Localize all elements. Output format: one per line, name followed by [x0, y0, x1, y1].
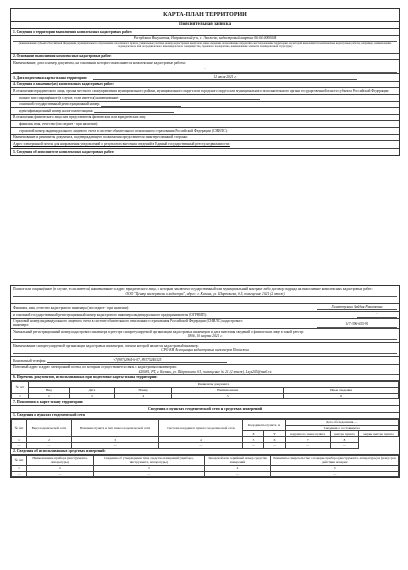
- inst-dash: —: [204, 471, 271, 477]
- plan-date: 12 июля 2021 г.: [93, 75, 357, 80]
- geo-col-date: Дата обследования —: [285, 419, 398, 425]
- docs-col-kind: Вид: [29, 387, 70, 393]
- page-2: [10, 285, 400, 478]
- inst-col-n: № п/п: [12, 455, 27, 465]
- registry-row: [11, 329, 399, 343]
- docs-col-name: Наименование: [172, 387, 284, 393]
- geo-col-y: Y: [264, 431, 285, 437]
- geo-num: 6: [264, 437, 285, 443]
- customer-name-label: полное или сокращённое (в случае, если имеется) наименование:: [19, 95, 120, 100]
- customer-name-row: [11, 95, 399, 102]
- geo-title: Сведения о пунктах геодезической сети и средствах измерений: [11, 406, 399, 413]
- section-2-label: 2. Основание выполнения комплексных кадастровых работ:: [11, 54, 399, 61]
- basis-value: -: [13, 67, 397, 72]
- docs-col-other: Иные сведения: [284, 387, 399, 393]
- geo-dash: —: [12, 443, 27, 449]
- customer-ogrn-line: [101, 106, 181, 107]
- inst-num: 2: [27, 465, 94, 471]
- customer-inn-row: [11, 108, 399, 115]
- geo-num: 3: [71, 437, 159, 443]
- geo-col-crs: Система координат пункта геодезической сети: [159, 419, 243, 436]
- section-4-label: 4. Сведения о заказчике(ах) комплексных кадастровых работ:: [11, 82, 399, 89]
- section-3-row: [11, 74, 399, 82]
- customer-inn-label: идентификационный номер налогоплательщика:: [19, 108, 94, 113]
- customer-snils-label: страховой номер индивидуального лицевого счета в системе обязательного пенсионного страхования Российской Федерации (СНИЛС):: [19, 128, 228, 133]
- inst-col-cert: Сведения об утверждении типа средства измерений (прибора, инструмента, аппаратуры): [93, 455, 204, 465]
- geo-num: 5: [243, 437, 264, 443]
- docs-num: 4: [114, 393, 172, 399]
- customer-email-row: [11, 141, 399, 149]
- snils-row: [11, 319, 399, 329]
- document-title: КАРТА-ПЛАН ТЕРРИТОРИИ: [11, 9, 399, 22]
- instruments-table: [11, 455, 399, 477]
- geo-col-state: Сведения о состоянии на: [285, 425, 398, 431]
- docs-group-header: Реквизиты документа: [29, 381, 399, 387]
- section-6-label: 6. Перечень документов, использованных при подготовке карты-плана территории:: [11, 375, 399, 381]
- geo-col-x: X: [243, 431, 264, 437]
- inst-dash: —: [12, 471, 27, 477]
- geo-num: 7: [285, 437, 330, 443]
- section-7-label: 7. Пояснения к карте-плану территории:: [11, 399, 399, 405]
- engineer-label: Фамилия, имя, отчество кадастрового инженера (последнее - при наличии):: [13, 305, 130, 310]
- customer-inn-line: [94, 112, 174, 113]
- sro-value: СРО КИ Ассоциация кадастровых инженеров Поволжья: [13, 348, 397, 353]
- geo-col-coords: Координаты пункта, м: [243, 419, 285, 431]
- customer-person-intro: В отношении физического лица или представителя физических или юридических лиц:: [11, 115, 399, 122]
- inst-dash-row: [12, 471, 399, 477]
- address-label: Почтовый адрес и адрес электронной почты, по которым осуществляется связь с кадастровым инженером:: [13, 365, 177, 370]
- docs-num: 3: [69, 393, 114, 399]
- ogrnip-value: -: [357, 312, 397, 317]
- address-value: 420081, РТ, г. Казань, ул. Шартлиева д.5, помещение № 21 (2 этаж), Lsys205@mail.ru: [13, 370, 397, 375]
- customer-ogrn-label: основной государственный регистрационный номер:: [19, 102, 101, 107]
- registry-label: Уникальный регистрационный номер кадастрового инженера в реестре саморегулируемой организации кадастровых инженеров и дата внесения сведений о физическом лице в такой реестр:: [13, 329, 304, 334]
- customer-snils-row: [11, 128, 399, 135]
- docs-num: 5: [172, 393, 284, 399]
- geo-dash: —: [71, 443, 159, 449]
- customer-fio-row: [11, 121, 399, 128]
- customer-doc-label: Наименование и реквизиты документа, подтверждающего полномочия представителя заинтересованной стороны:: [13, 135, 188, 140]
- geo-dash: —: [285, 443, 330, 449]
- document-subtitle: Пояснительная записка: [11, 22, 399, 29]
- customer-fio-label: фамилия, имя, отчество (последнее - при наличии):: [19, 121, 98, 126]
- sro-row: [11, 343, 399, 357]
- page-1: [10, 8, 400, 156]
- geo-dash-row: [12, 443, 399, 449]
- geo-col-kind: Вид геодезической сети: [27, 419, 72, 436]
- inst-dash: —: [93, 471, 204, 477]
- geo-dash: —: [330, 443, 358, 449]
- documents-table: [11, 381, 399, 399]
- phone-row: [11, 357, 399, 365]
- section-2-body: [11, 60, 399, 74]
- customer-email-label: Адрес электронной почты для направления уведомлений о результатах внесения сведений в Единый государственный реестр недвижимости:: [13, 141, 230, 146]
- docs-col-n: № п/п: [12, 381, 29, 393]
- engineer-value: Гиматтулина Зайдия Ринатовна: [317, 305, 397, 310]
- geodetic-table: [11, 419, 399, 449]
- customer-doc-row: [11, 135, 399, 142]
- section-5-label: 5. Сведения об исполнителе комплексных кадастровых работ:: [13, 149, 115, 154]
- geo-num: 1: [12, 437, 27, 443]
- territory-value: Республика Ингушетия, Назрановский р-н, с. Экажево, кадастровый квартал 06:04:0000004: [13, 36, 397, 41]
- geo-col-mark: марки центра пункта: [359, 431, 399, 437]
- phone-value: +7(987)2964-6-07, 89375246325: [47, 358, 227, 363]
- section-1-body: [11, 36, 399, 54]
- geo-col-outer: наружного знака пункта: [285, 431, 330, 437]
- inst-col-serial: Заводской или серийный номер средства измерений: [204, 455, 271, 465]
- territory-caption: (наименование субъекта Российской Федерации, муниципального образования, населенного пункта, уникальные учетные номера кадастровых кварталов, иные сведения, позволяющие определить местоположение территории, на которой выполняются комплексные кадастровые работы, например, наименование садоводческого или огороднического некоммерческого товарищества, гаражного кооператива, наименование элемента планировочной структуры): [18, 41, 392, 48]
- docs-num: 6: [284, 393, 399, 399]
- docs-col-number: Номер: [114, 387, 172, 393]
- docs-num-row: [12, 393, 399, 399]
- registry-value: 1806, 10 марта 2021 г.: [13, 334, 397, 339]
- geo-col-n: № п/п: [12, 419, 27, 436]
- sro-label: Наименование саморегулируемой организации кадастровых инженеров, членом которой является кадастровый инженер:: [13, 343, 199, 348]
- geo-dash: —: [159, 443, 243, 449]
- ogrnip-label: и основной государственный регистрационный номер кадастрового инженера индивидуального предпринимателя (ОГРНИП):: [13, 313, 207, 318]
- engineer-row: [11, 304, 399, 312]
- contractor-row: [11, 286, 399, 304]
- inst-col-name: Наименование прибора (инструмента, аппаратуры): [27, 455, 94, 465]
- contractor-label: Полное или сокращённое (в случае, если имеется) наименование и адрес юридического лица, с которым заключен государственный или муниципальный контракт либо договор подряда на выполнение комплексных кадастровых работ:: [13, 286, 373, 291]
- docs-col-date: Дата: [69, 387, 114, 393]
- geo-2-label: 2. Сведения об использованных средствах измерений:: [11, 449, 399, 455]
- snils-value: 117-396-655-91: [317, 322, 397, 327]
- snils-label: Страховой номер индивидуального лицевого счета в системе обязательного пенсионного страхования Российской Федерации (СНИЛС) кадастрового инженера:: [13, 318, 243, 328]
- geo-col-name: Название пункта и тип знака геодезической сети: [71, 419, 159, 436]
- geo-num: 8: [330, 437, 358, 443]
- inst-dash: —: [271, 471, 399, 477]
- basis-text: Наименование, дата и номер документа, на основании которого выполняются комплексные кадастровые работы:: [13, 60, 186, 65]
- inst-num: 5: [271, 465, 399, 471]
- address-row: [11, 365, 399, 375]
- geo-num: 4: [159, 437, 243, 443]
- contractor-value: ООО "Центр экспертизы и кадастра", адрес: г. Казань, ул. Шартлиева, д.5, помещение 1021 (2 этаж): [13, 292, 397, 297]
- phone-label: Контактный телефон:: [13, 358, 47, 363]
- geo-dash: —: [27, 443, 72, 449]
- customer-ogrn-row: [11, 102, 399, 109]
- geo-dash: —: [264, 443, 285, 449]
- section-1-label: 1. Сведения о территории выполнения комплексных кадастровых работ:: [11, 29, 399, 36]
- inst-num: 3: [93, 465, 204, 471]
- geo-col-center: центра пункта: [330, 431, 358, 437]
- geo-dash: —: [243, 443, 264, 449]
- section-3-label: 3. Дата подготовки карты-плана территории:: [13, 75, 88, 80]
- geo-num: 2: [27, 437, 72, 443]
- inst-col-verify: Реквизиты свидетельства о поверке прибора (инструмента, аппаратуры) и (или) срок действия поверки: [271, 455, 399, 465]
- geo-1-label: 1. Сведения о пунктах геодезической сети: [11, 413, 399, 419]
- inst-num: 1: [12, 465, 27, 471]
- docs-num: 2: [29, 393, 70, 399]
- customer-legal-intro: В отношении юридического лица, органа местного самоуправления муниципального района, муниципального округа или городского округа или муниципального исполнительного органа государственной власти субъекта Российской Федерации:: [11, 88, 399, 95]
- docs-num: 1: [12, 393, 29, 399]
- customer-name-line: [120, 99, 260, 100]
- inst-num: 4: [204, 465, 271, 471]
- inst-dash: —: [27, 471, 94, 477]
